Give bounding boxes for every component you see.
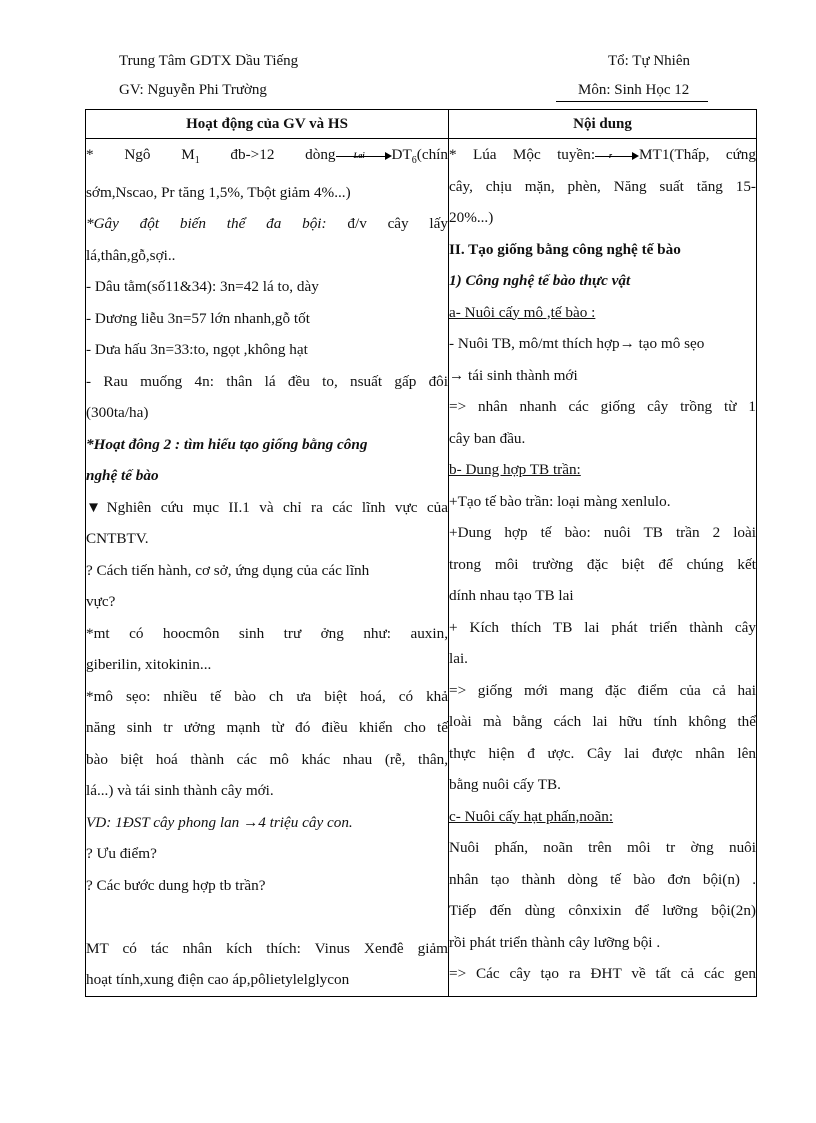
left-line-3: *Gây đột biến thể đa bội: đ/v cây lấy [86,215,448,233]
right-line-21: bằng nuôi cấy TB. [449,776,561,793]
table-content-row [86,139,757,997]
left-line-23: ? Ưu điểm? [86,845,157,863]
right-line-27: => Các cây tạo ra ĐHT về tất cả các gen [449,965,756,982]
left-line-5: - Dâu tằm(số11&34): 3n=42 lá to, dày [86,278,319,296]
right-line-24: nhân tạo thành dòng tế bào đơn bội(n) . [449,870,756,888]
right-line-23: Nuôi phấn, noãn trên môi tr ờng nuôi [449,839,756,856]
activity-2-title-cont: nghệ tế bào [86,467,159,485]
right-line-1: * Lúa Mộc tuyền: r MT1(Thấp, cứng [449,146,756,163]
left-line-13: CNTBTV. [86,530,149,548]
left-line-6: - Dương liễu 3n=57 lớn nhanh,gỗ tốt [86,309,310,327]
left-line-15: vực? [86,593,116,611]
right-line-10: cây ban đầu. [449,429,526,447]
group-label: Tổ: Tự Nhiên [608,53,691,69]
right-line-14: trong môi trường đặc biệt để chúng kết [449,555,756,573]
teacher-name: GV: Nguyễn Phi Trường [119,82,267,98]
subsection-a-title: a- Nuôi cấy mô ,tế bào : [449,303,596,321]
lai-arrow-icon: Lai [336,150,392,162]
left-line-17: giberilin, xitokinin... [86,656,212,674]
left-line-19: năng sinh tr ưởng mạnh từ đó điều khiển cho tế [86,719,448,737]
subsection-c-title: c- Nuôi cấy hạt phấn,noãn: [449,807,614,825]
right-line-19: loài mà bằng cách lai hữu tính không thể [449,713,756,730]
right-line-8: → tái sinh thành mới [449,366,578,384]
left-line-8: - Rau muống 4n: thân lá đều to, nsuất gấp đôi [86,372,448,390]
left-line-16: *mt có hoocmôn sinh trư ởng như: auxin, [86,624,448,642]
left-line-22: VD: 1ĐST cây phong lan →4 triệu cây con. [86,813,353,831]
left-line-27: hoạt tính,xung điện cao áp,pôlietylelglycon [86,971,350,989]
left-line-20: bào biệt hoá thành các mô khác nhau (rễ, thân, [86,750,448,768]
right-line-7: - Nuôi TB, mô/mt thích hợp→ tạo mô sẹo [449,335,705,352]
right-line-18: => giống mới mang đặc điểm của cả hai [449,681,756,699]
right-line-15: dính nhau tạo TB lai [449,587,574,604]
left-line-7: - Dưa hấu 3n=33:to, ngọt ,không hạt [86,341,308,359]
left-line-14: ? Cách tiến hành, cơ sở, ứng dụng của các lĩnh [86,561,370,579]
right-line-16: + Kích thích TB lai phát triển thành cây [449,618,756,636]
right-line-9: => nhân nhanh các giống cây trồng từ 1 [449,398,756,415]
right-column [449,139,757,997]
section-2-title: II. Tạo giống bằng công nghệ tế bào [449,240,681,258]
left-line-24: ? Các bước dung hợp tb trần? [86,876,266,894]
right-line-13: +Dung hợp tế bào: nuôi TB trần 2 loài [449,524,756,541]
subsection-b-title: b- Dung hợp TB trần: [449,461,581,478]
left-line-12: ▼Nghiên cứu mục II.1 và chỉ ra các lĩnh vực của [86,498,448,516]
lesson-table [85,109,757,997]
right-line-17: lai. [449,650,468,667]
left-line-1: * Ngô $M_1$ đb->12 dòng Lai $DT_6(chín$ [86,146,448,167]
left-column [86,139,449,997]
section-2-1-title: 1) Công nghệ tế bào thực vật [449,272,631,289]
center-name: Trung Tâm GDTX Dầu Tiếng [119,53,299,69]
col-right-title: Nội dung [449,110,757,139]
right-line-12: +Tạo tế bào trần: loại màng xenlulo. [449,492,671,510]
left-line-26: MT có tác nhân kích thích: Vinus Xenđê giảm [86,939,448,957]
left-line-9: (300ta/ha) [86,404,149,422]
r-arrow-icon: r [595,150,639,162]
left-line-25 [86,901,448,933]
col-left-title: Hoạt động của GV và HS [86,110,449,139]
left-line-21: lá...) và tái sinh thành cây mới. [86,782,274,800]
right-line-26: rồi phát triển thành cây lưỡng bội . [449,933,661,951]
table-header-row [86,110,757,139]
header-underline [556,101,708,102]
right-line-20: thực hiện đ ược. Cây lai được nhân lên [449,744,756,762]
subject-label: Môn: Sinh Học 12 [578,82,690,98]
right-line-25: Tiếp đến dùng cônxixin để lưỡng bội(2n) [449,902,756,919]
left-line-2: sớm,Nscao, Pr tăng 1,5%, Tbột giảm 4%...) [86,183,351,201]
right-line-3: 20%...) [449,209,494,226]
right-line-2: cây, chịu mặn, phèn, Năng suất tăng 15- [449,177,756,195]
activity-2-title: *Hoạt đông 2 : tìm hiểu tạo giống bằng công [86,435,368,453]
left-line-4: lá,thân,gỗ,sợi.. [86,246,176,264]
left-line-18: *mô sẹo: nhiều tế bào ch ưa biệt hoá, có khả [86,687,448,705]
